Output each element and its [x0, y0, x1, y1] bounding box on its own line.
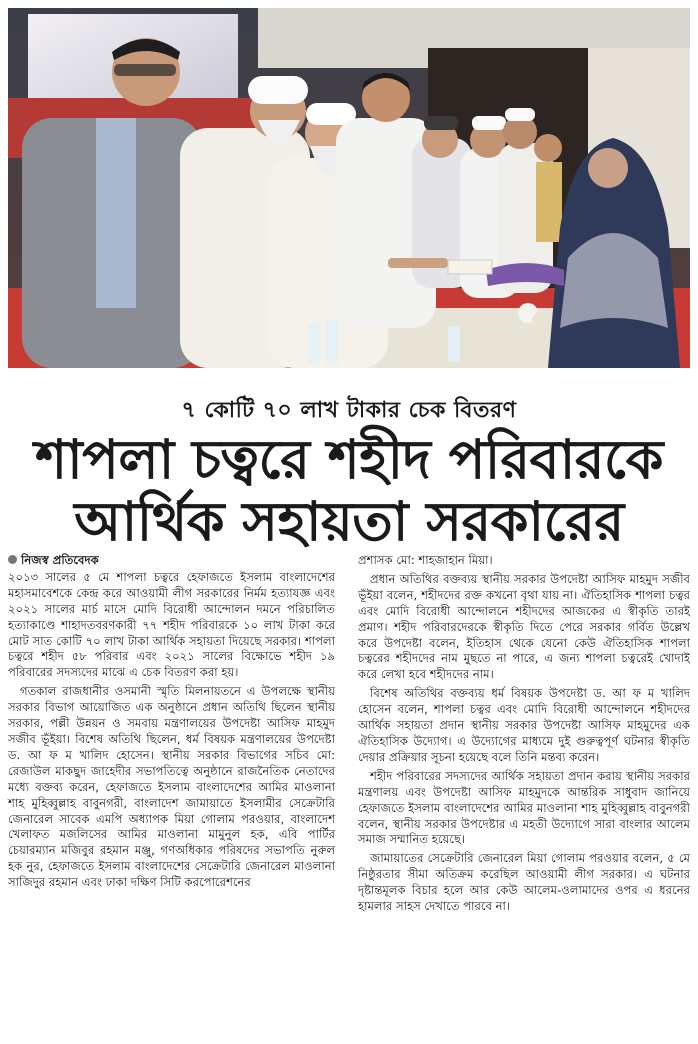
- article-column-right: [358, 553, 690, 918]
- bullet-icon: [8, 555, 17, 564]
- ceremony-illustration: [8, 8, 690, 368]
- paragraph: শহীদ পরিবারের সদস্যদের আর্থিক সহায়তা প্রদান করায় স্থানীয় সরকার মন্ত্রণালয় এবং উপদেষ্টা আসিফ মাহমুদকে আন্তরিক সাধুবাদ জানিয়ে হেফাজতে ইসলাম বাংলাদেশের আমির মাওলানা শাহ মুহিব্বুল্লাহ বাবুনগরী বলেন, স্থানীয় সরকার উপদেষ্টার এ মহতী উদ্যোগে সারা বাংলার আলেম সমাজ সম্মানিত হয়েছে।: [358, 768, 690, 847]
- headline-line-1: শাপলা চত্বরে শহীদ পরিবারকে: [35, 428, 663, 491]
- paragraph: বিশেষ অতিথির বক্তব্যয় ধর্ম বিষয়ক উপদেষ্টা ড. আ ফ ম খালিদ হোসেন বলেন, শাপলা চত্বর এবং মোদি বিরোধী আন্দোলনে শহীদদের আর্থিক সহায়তা প্রদান স্থানীয় সরকার উপদেষ্টা আসিফ মাহমুদের এক ঐতিহাসিক উদ্যোগ। এ উদ্যোগের মাধ্যমে দুই গুরুত্বপূর্ণ ঘটনার স্বীকৃতি দেয়ার প্রক্রিয়ার সূচনা হয়েছে বলে তিনি মন্তব্য করেন।: [358, 686, 690, 764]
- byline-text: নিজস্ব প্রতিবেদক: [21, 553, 99, 567]
- paragraph: প্রশাসক মো: শাহজাহান মিয়া।: [358, 553, 493, 567]
- paragraph: গতকাল রাজধানীর ওসমানী স্মৃতি মিলনায়তনে এ উপলক্ষে স্থানীয় সরকার বিভাগ আয়োজিত এক অনুষ্ঠানে প্রধান অতিথি ছিলেন স্থানীয় সরকার, পল্লী উন্নয়ন ও সমবায় মন্ত্রণালয়ের উপদেষ্টা আসিফ মাহমুদ সজীব ভূঁইয়া। বিশেষ অতিথি ছিলেন, ধর্ম বিষয়ক মন্ত্রণালয়ের উপদেষ্টা ড. আ ফ ম খালিদ হোসেন। স্থানীয় সরকার বিভাগের সচিব মো: রেজাউল মাকছুদ জাহেদীর সভাপতিত্বে অনুষ্ঠানে রাজনৈতিক নেতাদের মধ্যে বক্তব্য করেন, হেফাজতে ইসলাম বাংলাদেশের আমির মাওলানা শাহ মুহিব্বুল্লাহ বাবুনগরী, বাংলাদেশ জামায়াতে ইসলামীর সেক্রেটারি জেনারেল সাবেক এমপি অধ্যাপক মিয়া গোলাম পরওয়ার, বাংলাদেশ খেলাফত মজলিসের আমির মাওলানা মামুনুল হক, এবি পার্টির চেয়ারম্যান মজিবুর রহমান মঞ্জু, গণঅধিকার পরিষদের সভাপতি নুরুল হক নুর, হেফাজতে ইসলাম বাংলাদেশের সেক্রেটারি জেনারেল মাওলানা সাজিদুর রহমান এবং ঢাকা দক্ষিণ সিটি করপোরেশনের: [8, 684, 335, 890]
- paragraph: প্রধান অতিথির বক্তব্যয় স্থানীয় সরকার উপদেষ্টা আসিফ মাহমুদ সজীব ভূঁইয়া বলেন, শহীদদের রক্ত কখনো বৃথা যায় না। ঐতিহাসিক শাপলা চত্বর এবং মোদি বিরোধী আন্দোলনে শহীদদের আজকের এ স্বীকৃতি তারই প্রমাণ। শহীদ পরিবারদেরকে স্বীকৃতি দিতে পেরে সরকার গর্বিত উল্লেখ করে উপদেষ্টা বলেন, ইতিহাস থেকে যেনো কেউ ঐতিহাসিক শাপলা চত্বরের শহীদদের নাম মুছতে না পারে, এ জন্য শাপলা চত্বরেই খোদাই করে লেখা হবে শহীদদের নাম।: [358, 571, 690, 682]
- article-column-left: [8, 553, 335, 894]
- paragraph: জামায়াতের সেক্রেটারি জেনারেল মিয়া গোলাম পরওয়ার বলেন, ৫ মে নিষ্ঠুরতার সীমা অতিক্রম করেছিল আওয়ামী লীগ সরকার। এ ঘটনার দৃষ্টান্তমূলক বিচার হলে আর কেউ আলেম-ওলামাদের ওপর এ ধরনের হামলার সাহস দেখাতে পারবে না।: [358, 851, 690, 914]
- byline: [8, 553, 335, 569]
- news-photo: [8, 8, 690, 368]
- paragraph: ২০১৩ সালের ৫ মে শাপলা চত্বরে হেফাজতে ইসলাম বাংলাদেশের মহাসমাবেশকে কেন্দ্র করে আওয়ামী লীগ সরকারের নির্মম হত্যাযজ্ঞ এবং ২০২১ সালের মার্চ মাসে মোদি বিরোধী আন্দোলন দমনে পরিচালিত হত্যাকাণ্ডে শাহাদতবরণকারী ৭৭ শহীদ পরিবারকে ১০ লাখ টাকা করে মোট সাত কোটি ৭০ লাখ টাকা আর্থিক সহায়তা দিয়েছে সরকার। শাপলা চত্বরে শহীদ ৫৮ পরিবার এবং ২০২১ সালের বিক্ষোভে শহীদ ১৯ পরিবারের সদস্যদের মাঝে এ চেক বিতরণ করা হয়।: [8, 569, 335, 680]
- headline-line-2: আর্থিক সহায়তা সরকারের: [74, 490, 624, 553]
- kicker: ৭ কোটি ৭০ লাখ টাকার চেক বিতরণ: [181, 398, 517, 423]
